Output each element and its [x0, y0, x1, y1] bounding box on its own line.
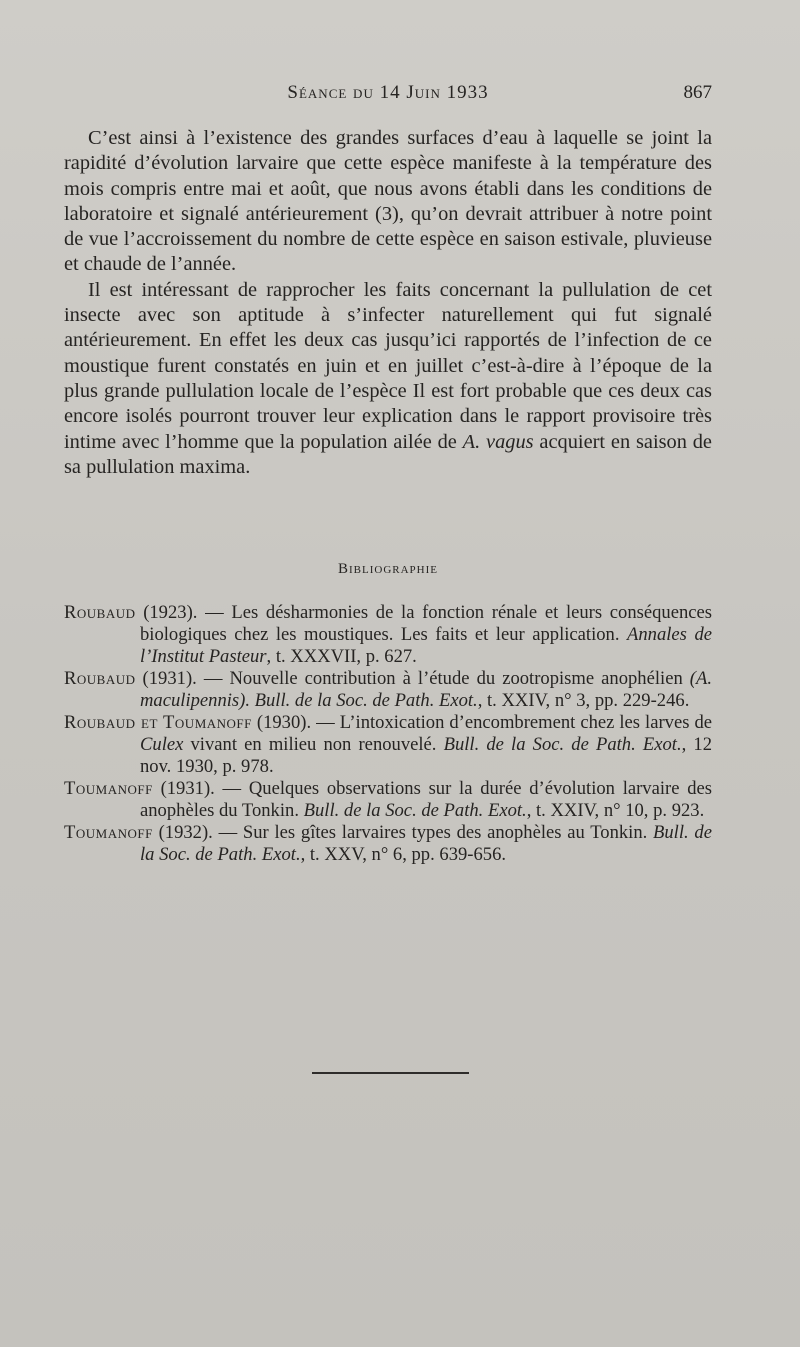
entry-author: Roubaud et Toumanoff: [64, 712, 252, 733]
entry-genus: Culex: [140, 734, 184, 755]
entry-text: vivant en milieu non renouvelé.: [183, 734, 444, 755]
entry-journal: Bull. de la Soc. de Path. Exot.: [140, 822, 712, 865]
entry-text: (1931). — Quelques observations sur la durée d’évolution larvaire des anophèles du Tonkin.: [140, 778, 712, 821]
running-title: Séance du 14 Juin 1933: [287, 82, 489, 103]
species-name: A. vagus: [462, 430, 534, 453]
bibliography-entry: [64, 778, 712, 822]
entry-journal: Bull. de la Soc. de Path. Exot.: [303, 800, 527, 821]
end-rule: [312, 1072, 469, 1074]
entry-author: Roubaud: [64, 668, 136, 689]
entry-journal: (A. maculipennis). Bull. de la Soc. de Path. Exot.: [140, 668, 712, 711]
bibliography-entry: [64, 822, 712, 866]
bibliography-list: [64, 602, 712, 866]
entry-text: (1930). — L’intoxication d’encombrement chez les larves de: [251, 712, 712, 733]
entry-text: , t. XXIV, n° 10, p. 923.: [526, 800, 705, 821]
entry-journal: Bull. de la Soc. de Path. Exot.: [443, 734, 682, 755]
entry-author: Roubaud: [64, 602, 136, 623]
paragraph: [64, 278, 712, 480]
body-text: [64, 126, 712, 480]
entry-author: Toumanoff: [64, 778, 153, 799]
bibliography-entry: [64, 712, 712, 778]
paragraph-text: Il est intéressant de rapprocher les faits concernant la pullulation de cet insecte avec son aptitude à s’infecter naturellement qui fut signalé antérieurement. En effet les deux cas jusqu’ici rapportés de l’infection de ce moustique furent constatés en juin et en juillet c’est-à-dire à l’époque de la plus grande pullulation locale de l’espèce Il est fort probable que ces deux cas encore isolés pourront trouver leur explication dans le rapport provisoire très intime avec l’homme que la population ailée de: [64, 278, 712, 453]
section-title: Bibliographie: [338, 561, 438, 577]
entry-text: (1931). — Nouvelle contribution à l’étude du zootropisme anophélien: [135, 668, 690, 689]
entry-text: (1923). — Les désharmonies de la fonction rénale et leurs conséquences biologiques chez les moustiques. Les faits et leur application.: [135, 602, 712, 645]
entry-author: Toumanoff: [64, 822, 153, 843]
entry-text: , t. XXV, n° 6, pp. 639-656.: [300, 844, 507, 865]
entry-text: , t. XXXVII, p. 627.: [266, 646, 417, 667]
entry-text: , t. XXIV, n° 3, pp. 229-246.: [477, 690, 690, 711]
paragraph-text: C’est ainsi à l’existence des grandes surfaces d’eau à laquelle se joint la rapidité d’évolution larvaire que cette espèce manifeste à la température des mois compris entre mai et août, que nous avons établi dans les conditions de laboratoire et signalé antérieurement (3), qu’on devrait attribuer à notre point de vue l’accroissement du nombre de cette espèce en saison estivale, pluvieuse et chaude de l’année.: [64, 127, 712, 276]
entry-text: (1932). — Sur les gîtes larvaires types des anophèles au Tonkin.: [152, 822, 654, 843]
bibliography-entry: [64, 602, 712, 668]
paragraph-text: acquiert en saison de sa pullulation maxima.: [64, 430, 712, 478]
paragraph: [64, 126, 712, 278]
entry-text: , 12 nov. 1930, p. 978.: [140, 734, 712, 777]
page-number: 867: [683, 82, 712, 103]
entry-journal: Annales de l’Institut Pasteur: [140, 624, 712, 667]
bibliography-entry: [64, 668, 712, 712]
running-header: [64, 82, 712, 108]
